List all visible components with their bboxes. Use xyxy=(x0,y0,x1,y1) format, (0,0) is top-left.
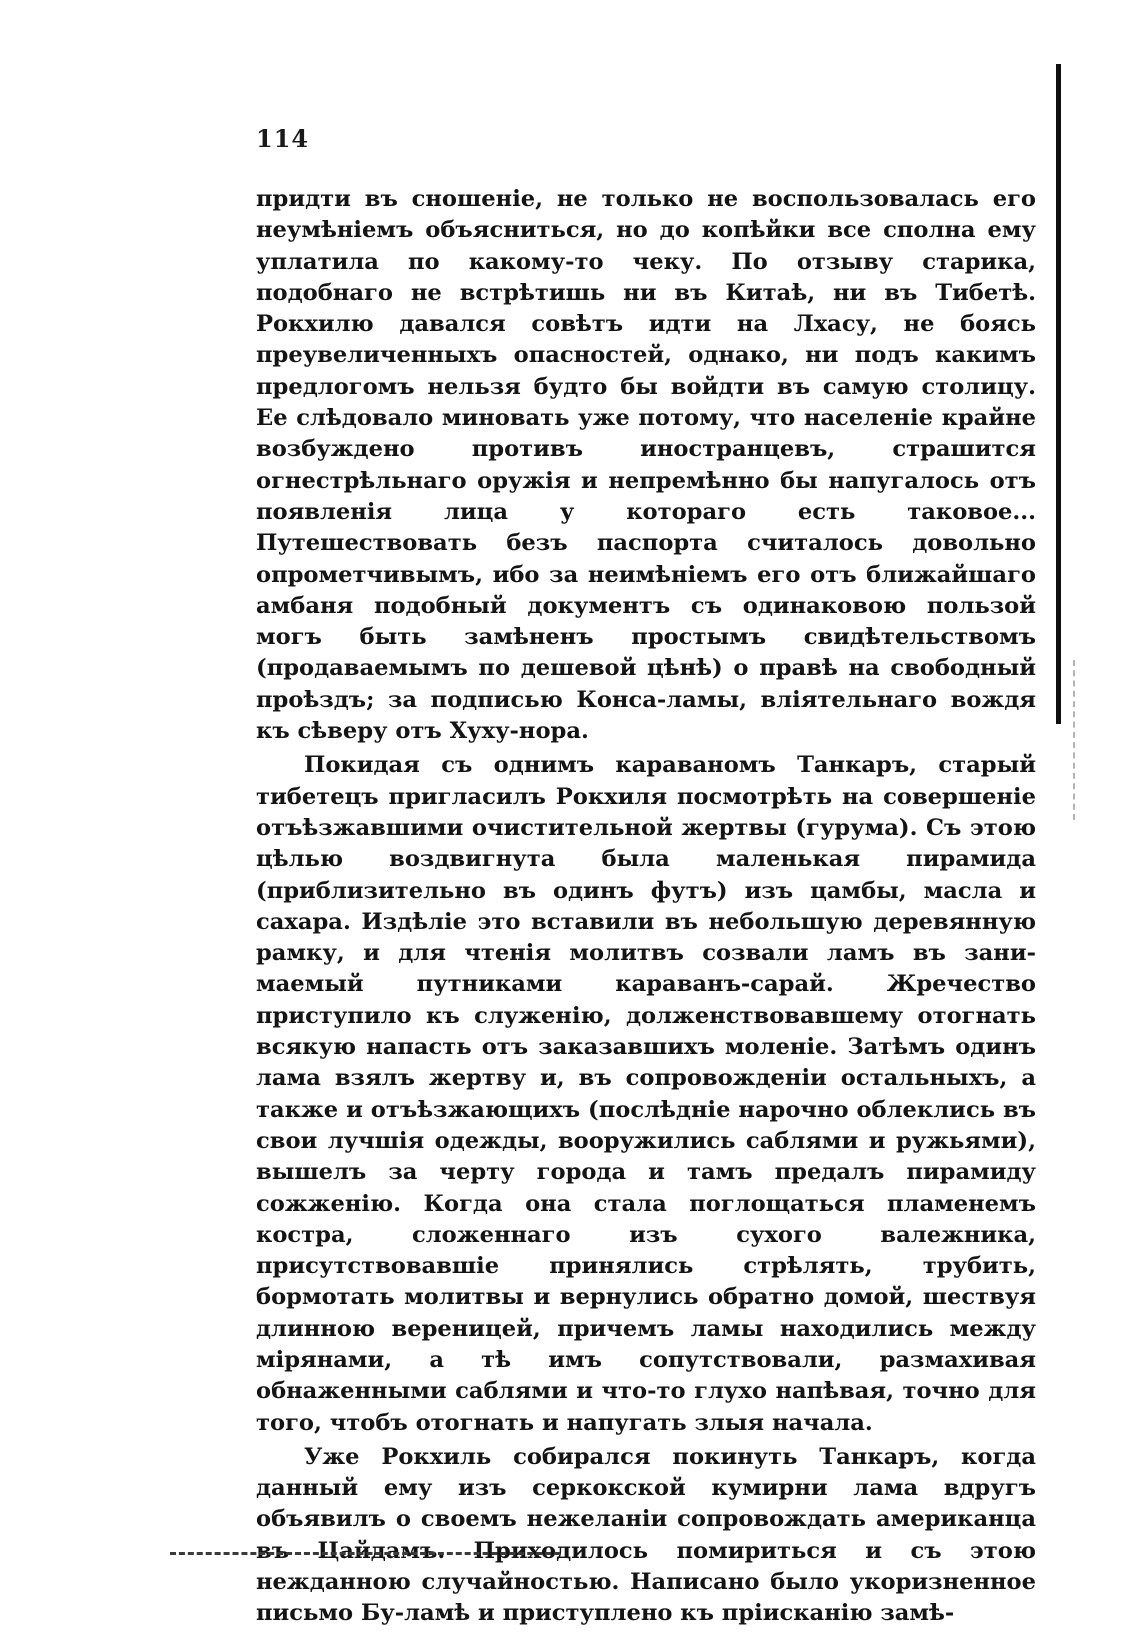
page-number: 114 xyxy=(256,124,310,153)
paragraph-1: придти въ сношеніе, не только не воспользовалась его неумѣніемъ объясниться, но до копѣйки все сполна ему уплатила по какому-то чеку. По отзыву старика, подобнаго не встрѣтишь ни въ Китаѣ, ни въ Тибетѣ. Рокхилю давался совѣтъ идти на Лхасу, не боясь преувеличенныхъ опасностей, однако, ни подъ какимъ предлогомъ нельзя будто бы войдти въ самую столицу. Ее слѣдовало миновать уже потому, что населеніе крайне возбуждено противъ иностранцевъ, страшится огнестрѣльнаго оружія и непремѣнно бы напугалось отъ появленія лица у котораго есть таковое... Путешествовать безъ паспорта считалось довольно опрометчивымъ, ибо за неимѣніемъ его отъ ближайшаго амбаня подобный документъ съ одинаковою пользой могъ быть замѣненъ простымъ свидѣтельствомъ (продаваемымъ по дешевой цѣнѣ) о правѣ на свободный проѣздъ; за подписью Конса-ламы, вліятельнаго вождя къ сѣверу отъ Хуху-нора. xyxy=(256,186,1036,745)
paragraph-3: Уже Рокхиль собирался покинуть Танкаръ, когда данный ему изъ серкокской кумирни лама вдругъ объявилъ о своемъ нежеланіи сопровождать американца въ Цайдамъ. Приходилось помириться и съ этою нежданною случайностью. Написано было укоризненное письмо Бу-ламѣ и приступлено къ пріисканію замѣ- xyxy=(256,1443,1036,1627)
paragraph-2: Покидая съ однимъ караваномъ Танкаръ, старый тибетецъ пригласилъ Рокхиля посмотрѣть на совершеніе отъѣзжавшими очистительной жертвы (гурума). Съ этою цѣлью воздвигнута была маленькая пирамида (приблизительно въ одинъ футъ) изъ цамбы, масла и сахара. Издѣліе это вставили въ небольшую деревянную рамку, и для чтенія молитвъ созвали ламъ въ занимаемый путниками караванъ-сарай. Жречество приступило къ служенію, долженствовавшему отогнать всякую напасть отъ заказавшихъ моленіе. Затѣмъ одинъ лама взялъ жертву и, въ сопровожденіи остальныхъ, а также и отъѣзжающихъ (послѣдніе нарочно облеклись въ свои лучшія одежды, вооружились саблями и ружьями), вышелъ за черту города и тамъ предалъ пирамиду сожженію. Когда она стала поглощаться пламенемъ костра, сложеннаго изъ сухого валежника, присутствовавшіе принялись стрѣлять, трубить, бормотать молитвы и вернулись обратно домой, шествуя длинною вереницей, причемъ ламы находились между мірянами, а тѣ имъ сопутствовали, размахивая обнаженными саблями и что-то глухо напѣвая, точно для того, чтобъ отогнать и напугать злыя начала. xyxy=(256,752,1036,1436)
footer-rule xyxy=(170,1552,560,1555)
body-text xyxy=(256,184,1036,1630)
page-edge-rule xyxy=(1056,64,1061,724)
page-edge-marks xyxy=(1073,660,1077,820)
